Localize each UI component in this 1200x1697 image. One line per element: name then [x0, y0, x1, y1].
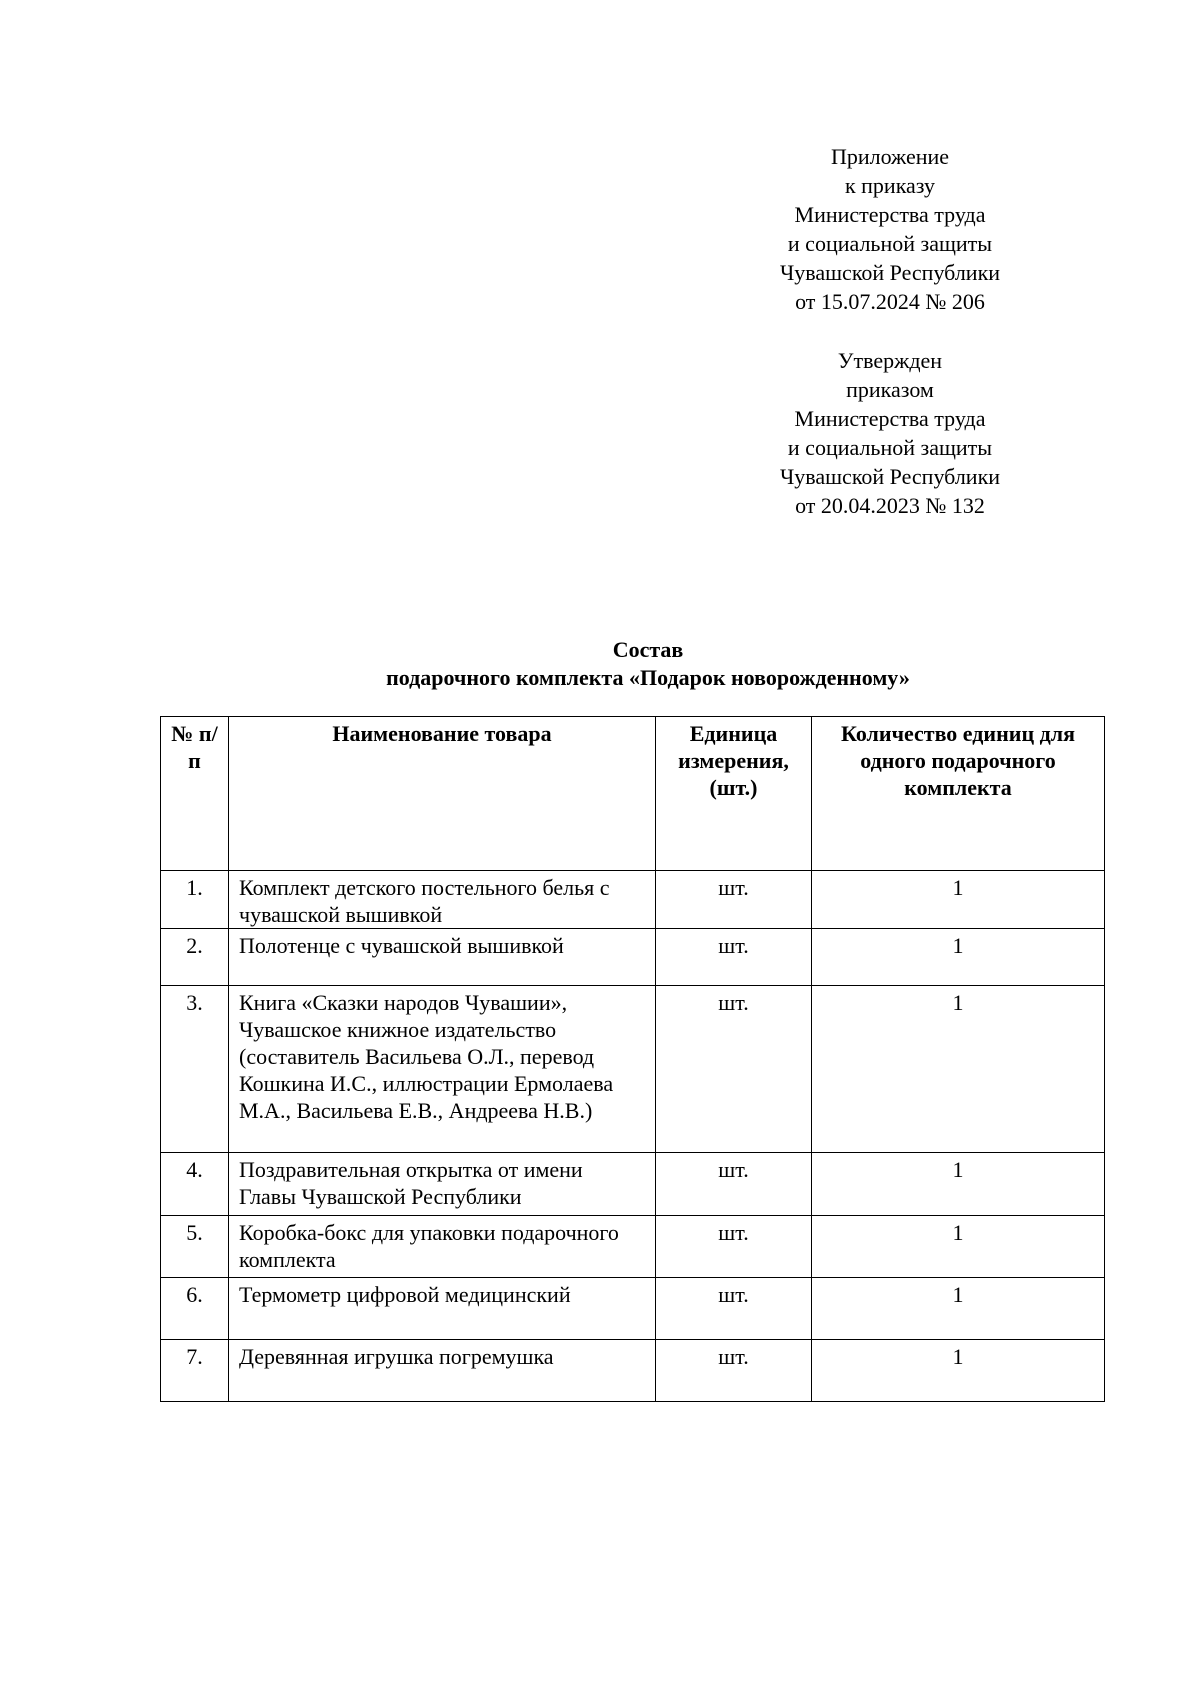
appendix-line: Министерства труда [794, 202, 986, 227]
title-line-2: подарочного комплекта «Подарок новорожденному» [386, 665, 910, 690]
header-qty: Количество единиц для одного подарочного комплекта [812, 717, 1105, 871]
table-row [161, 1278, 1105, 1340]
header-name: Наименование товара [229, 717, 656, 871]
cell-qty: 1 [812, 1340, 1105, 1402]
approval-line: Утвержден [837, 348, 943, 373]
cell-qty: 1 [812, 929, 1105, 986]
appendix-line: и социальной защиты [787, 231, 993, 256]
approval-line: Чувашской Республики [779, 464, 1001, 489]
gift-set-table [160, 716, 1105, 1402]
approval-line: и социальной защиты [787, 435, 993, 460]
cell-num: 5. [161, 1216, 229, 1278]
cell-num: 3. [161, 986, 229, 1153]
cell-unit: шт. [656, 871, 812, 929]
cell-num: 1. [161, 871, 229, 929]
header-num: № п/п [161, 717, 229, 871]
cell-name: Коробка-бокс для упаковки подарочного комплекта [229, 1216, 656, 1278]
document-title [160, 636, 1136, 692]
cell-qty: 1 [812, 871, 1105, 929]
cell-unit: шт. [656, 1278, 812, 1340]
cell-num: 6. [161, 1278, 229, 1340]
table-row [161, 986, 1105, 1153]
cell-name: Деревянная игрушка погремушка [229, 1340, 656, 1402]
appendix-line: Приложение [830, 144, 950, 169]
table-row [161, 1340, 1105, 1402]
appendix-line: от 15.07.2024 № 206 [795, 289, 985, 314]
cell-num: 4. [161, 1153, 229, 1216]
appendix-line: Чувашской Республики [779, 260, 1001, 285]
table-row [161, 1216, 1105, 1278]
cell-name: Термометр цифровой медицинский [229, 1278, 656, 1340]
table-row [161, 1153, 1105, 1216]
appendix-block [690, 142, 1090, 316]
cell-unit: шт. [656, 929, 812, 986]
cell-unit: шт. [656, 986, 812, 1153]
cell-qty: 1 [812, 1216, 1105, 1278]
table-header-row [161, 717, 1105, 871]
cell-unit: шт. [656, 1340, 812, 1402]
cell-name: Полотенце с чувашской вышивкой [229, 929, 656, 986]
cell-qty: 1 [812, 1153, 1105, 1216]
approval-line: от 20.04.2023 № 132 [795, 493, 985, 518]
cell-num: 7. [161, 1340, 229, 1402]
appendix-line: к приказу [844, 173, 936, 198]
cell-unit: шт. [656, 1153, 812, 1216]
approval-line: Министерства труда [794, 406, 986, 431]
header-unit: Единица измерения, (шт.) [656, 717, 812, 871]
table-row [161, 929, 1105, 986]
table-row [161, 871, 1105, 929]
cell-unit: шт. [656, 1216, 812, 1278]
cell-num: 2. [161, 929, 229, 986]
cell-qty: 1 [812, 986, 1105, 1153]
cell-qty: 1 [812, 1278, 1105, 1340]
cell-name: Книга «Сказки народов Чувашии», Чувашское книжное издательство (составитель Васильева О.Л., перевод Кошкина И.С., иллюстрации Ермолаева М.А., Васильева Е.В., Андреева Н.В.) [229, 986, 656, 1153]
cell-name: Поздравительная открытка от имени Главы Чувашской Республики [229, 1153, 656, 1216]
title-line-1: Состав [612, 637, 684, 662]
approval-line: приказом [846, 377, 934, 402]
approval-block [690, 346, 1090, 520]
cell-name: Комплект детского постельного белья с чувашской вышивкой [229, 871, 656, 929]
